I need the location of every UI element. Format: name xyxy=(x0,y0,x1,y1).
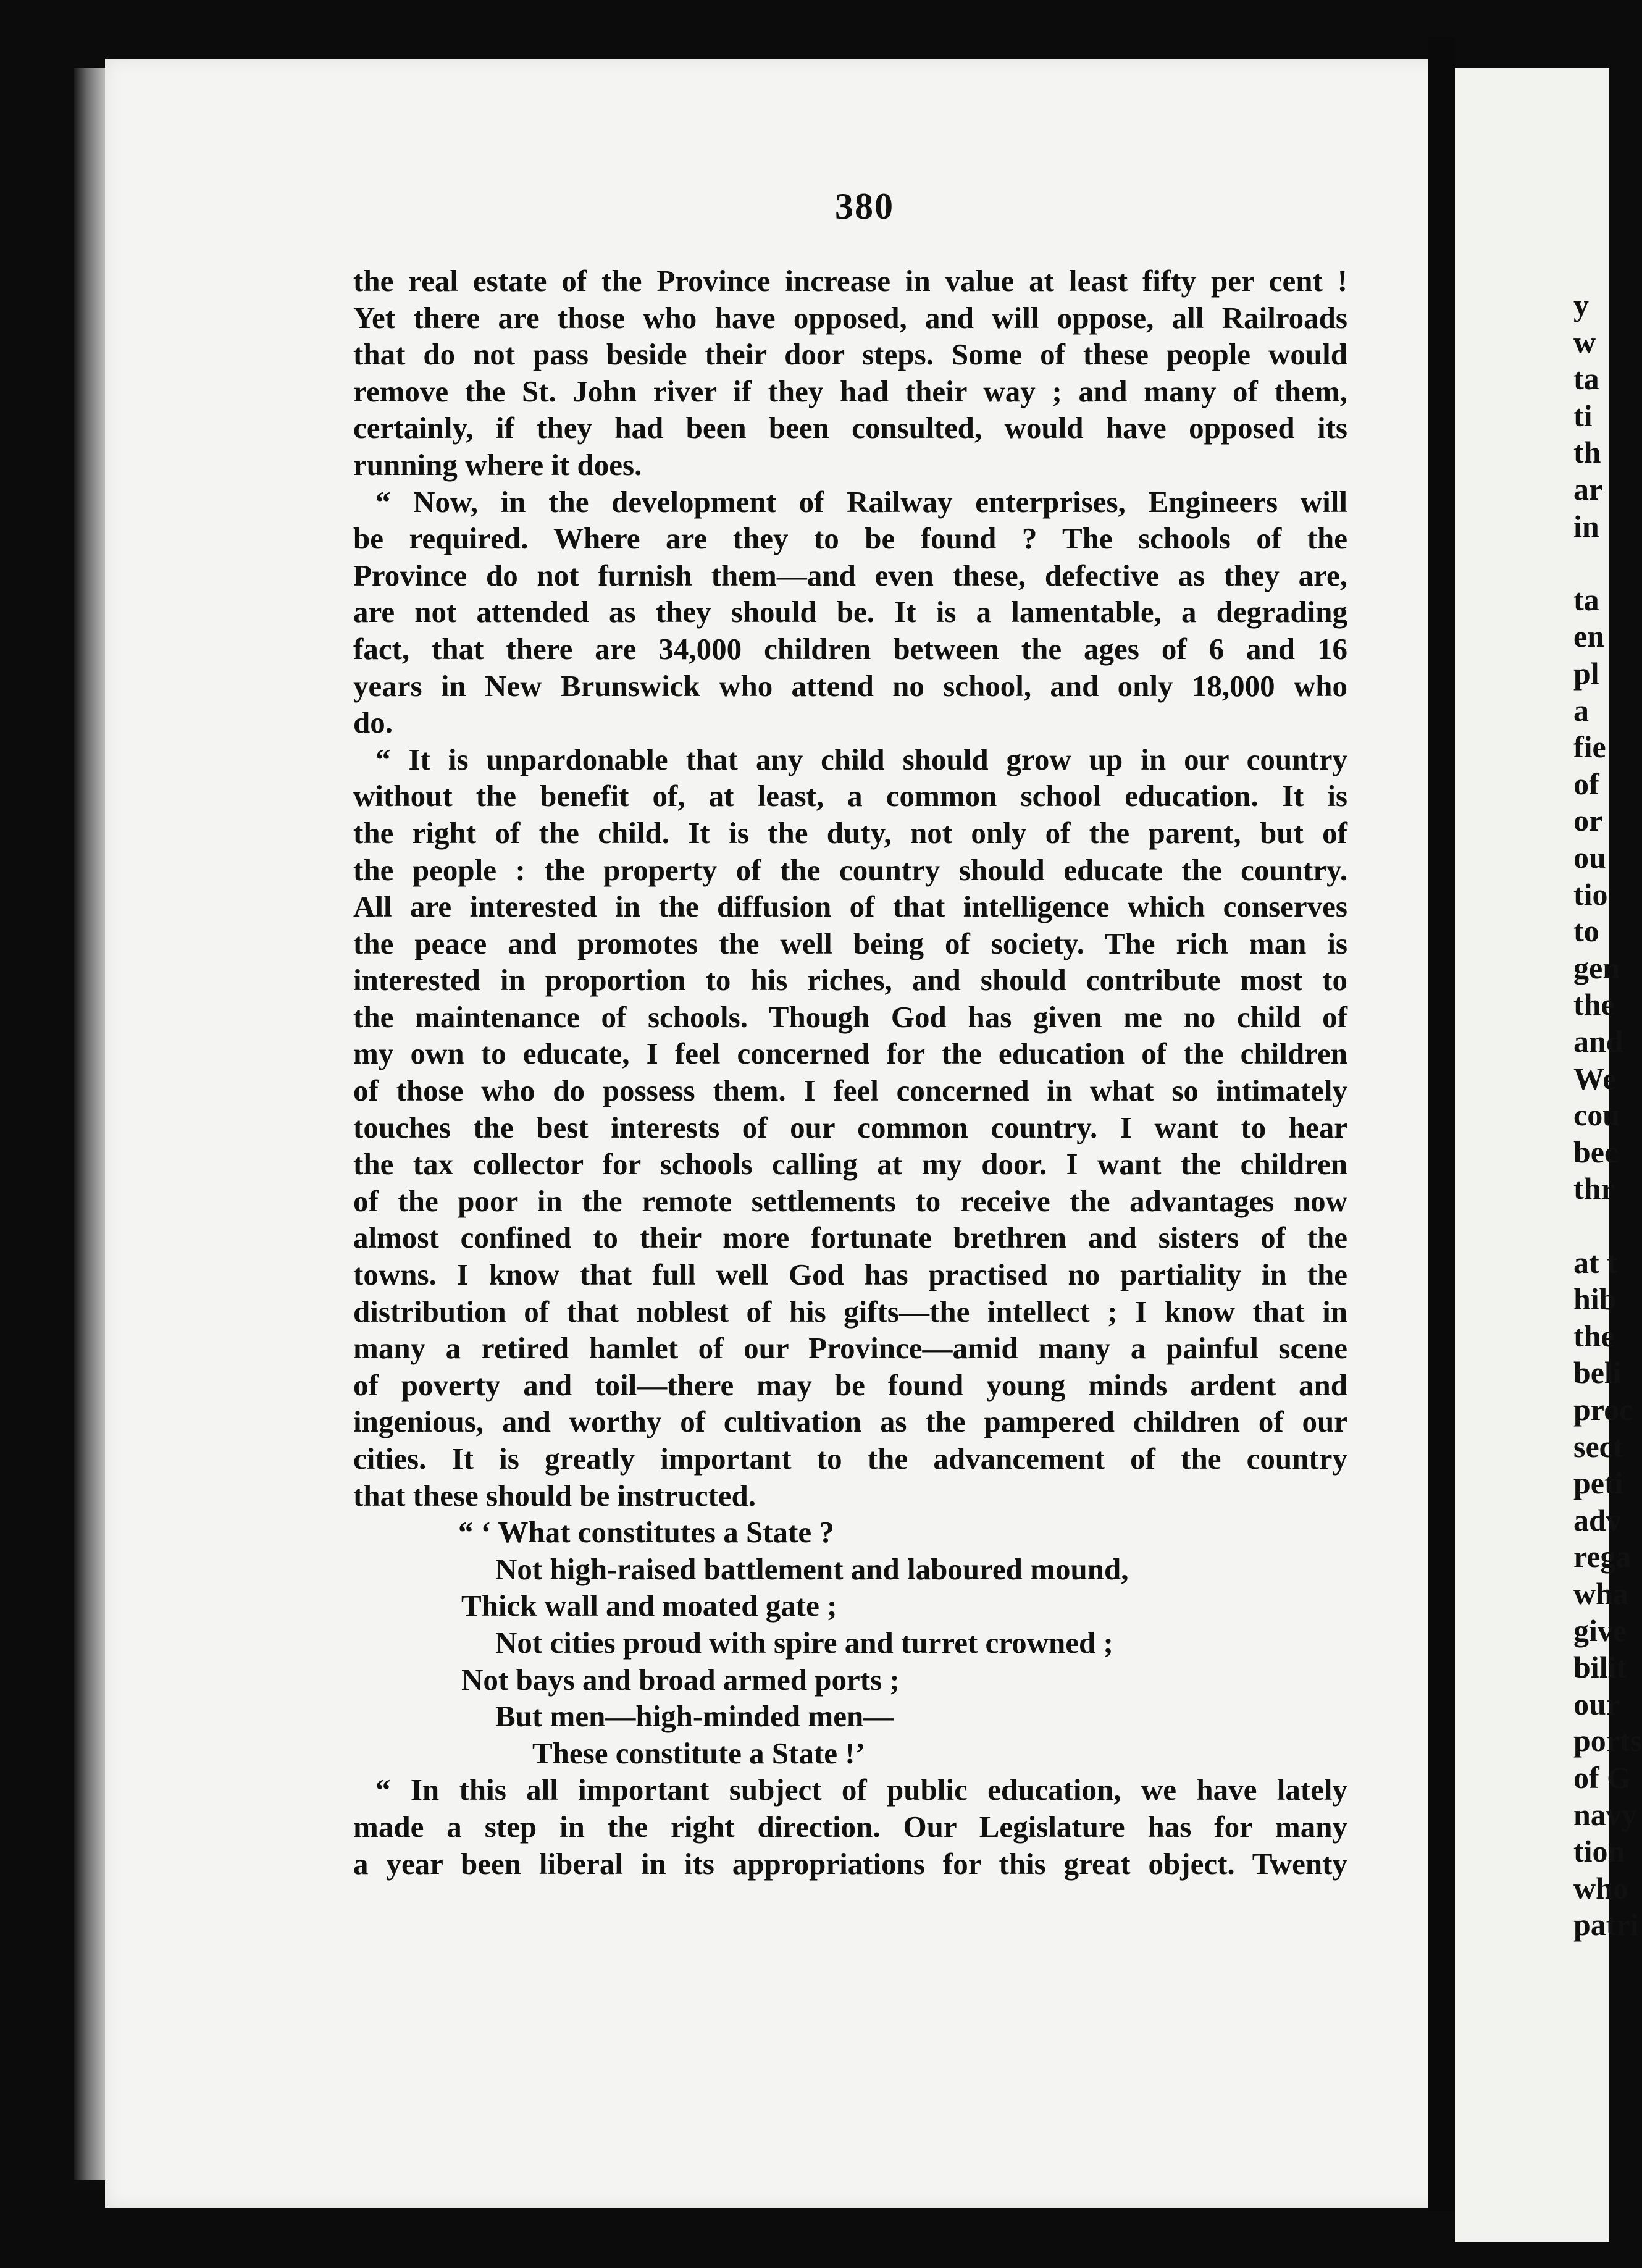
adjacent-page-fragment: adv xyxy=(1573,1502,1622,1537)
text-line: running where it does. xyxy=(353,447,642,482)
adjacent-page-fragment: sect xyxy=(1573,1429,1623,1464)
adjacent-page-fragment: ou xyxy=(1573,840,1606,875)
text-line: be required. Where are they to be found ? The schools of the xyxy=(353,521,1347,556)
verse-line: But men—high-minded men— xyxy=(495,1699,894,1734)
adjacent-page-fragment: y xyxy=(1573,288,1589,322)
verse-quotation xyxy=(353,1514,1347,1771)
text-line: fact, that there are 34,000 children between the ages of 6 and 16 xyxy=(353,631,1347,666)
verse-line: “ ‘ What constitutes a State ? xyxy=(458,1515,834,1550)
page-divider xyxy=(1428,37,1455,2211)
body-paragraphs xyxy=(353,262,1347,1514)
verse-line: These constitute a State !’ xyxy=(532,1736,865,1770)
text-line: are not attended as they should be. It is a lamentable, a degrading xyxy=(353,595,1347,629)
adjacent-page-fragment: ti xyxy=(1573,398,1593,433)
text-line: the maintenance of schools. Though God has given me no child of xyxy=(353,999,1347,1034)
adjacent-page-fragment: gen xyxy=(1573,950,1620,985)
adjacent-page-fragment: to xyxy=(1573,914,1599,949)
adjacent-page-fragment: and xyxy=(1573,1024,1623,1059)
adjacent-page-fragment: give xyxy=(1573,1613,1627,1648)
text-line: Yet there are those who have opposed, and will oppose, all Railroads xyxy=(353,300,1347,335)
text-line: cities. It is greatly important to the advancement of the country xyxy=(353,1442,1347,1476)
closing-paragraph xyxy=(353,1771,1347,1882)
text-line: the peace and promotes the well being of society. The rich man is xyxy=(353,926,1347,960)
text-line: without the benefit of, at least, a common school education. It is xyxy=(353,779,1347,813)
page-number: 380 xyxy=(835,186,894,227)
text-line: many a retired hamlet of our Province—amid many a painful scene xyxy=(353,1331,1347,1366)
adjacent-page-fragment: w xyxy=(1573,324,1596,359)
adjacent-page-fragment: ports xyxy=(1573,1723,1642,1758)
adjacent-page-fragment: ta xyxy=(1573,582,1599,617)
adjacent-page-fragment: the xyxy=(1573,1318,1615,1353)
adjacent-page-fragment: proc xyxy=(1573,1392,1633,1427)
text-line: years in New Brunswick who attend no school, and only 18,000 who xyxy=(353,668,1347,703)
adjacent-page-fragment: patri xyxy=(1573,1907,1639,1942)
adjacent-page-fragment: fie xyxy=(1573,729,1606,765)
adjacent-page-fragment: We xyxy=(1573,1060,1617,1096)
text-line: the real estate of the Province increase in value at least fifty per cent ! xyxy=(353,264,1347,298)
adjacent-page-fragment: en xyxy=(1573,619,1604,654)
adjacent-page-fragment: hib xyxy=(1573,1282,1617,1317)
text-line: that do not pass beside their door steps. Some of these people would xyxy=(353,337,1347,372)
adjacent-page-fragment: in xyxy=(1573,508,1599,544)
text-line: ingenious, and worthy of cultivation as the pampered children of our xyxy=(353,1405,1347,1439)
text-line: made a step in the right direction. Our Legislature has for many xyxy=(353,1809,1347,1844)
text-line: the people : the property of the country should educate the country. xyxy=(353,852,1347,887)
adjacent-page-fragment: tio xyxy=(1573,876,1608,912)
adjacent-page-fragment: th xyxy=(1573,435,1601,470)
adjacent-page-fragment: who xyxy=(1573,1870,1628,1905)
text-line: the tax collector for schools calling at my door. I want the children xyxy=(353,1147,1347,1182)
verse-line: Not high-raised battlement and laboured mound, xyxy=(495,1552,1129,1586)
verse-line: Thick wall and moated gate ; xyxy=(461,1589,837,1623)
adjacent-page-fragment: rega xyxy=(1573,1539,1632,1574)
adjacent-page-fragment: of xyxy=(1573,766,1599,801)
text-line: of poverty and toil—there may be found young minds ardent and xyxy=(353,1367,1347,1402)
text-line: All are interested in the diffusion of that intelligence which conserves xyxy=(353,889,1347,924)
adjacent-page-fragment: the xyxy=(1573,987,1615,1022)
text-line: do. xyxy=(353,705,393,740)
text-line: distribution of that noblest of his gifts—the intellect ; I know that in xyxy=(353,1294,1347,1329)
adjacent-page-fragment: or xyxy=(1573,803,1603,838)
adjacent-page-fragment: ar xyxy=(1573,472,1603,506)
adjacent-page-fragment: navy xyxy=(1573,1797,1637,1832)
adjacent-page-fragment: pl xyxy=(1573,656,1599,691)
adjacent-page-fragment: bilit xyxy=(1573,1650,1627,1685)
text-line: interested in proportion to his riches, and should contribute most to xyxy=(353,963,1347,998)
text-line: that these should be instructed. xyxy=(353,1478,756,1513)
adjacent-page-fragment: thr xyxy=(1573,1171,1615,1206)
adjacent-page-fragment: a xyxy=(1573,692,1589,728)
text-line: “ It is unpardonable that any child should grow up in our country xyxy=(375,742,1347,776)
text-line: of the poor in the remote settlements to receive the advantages now xyxy=(353,1183,1347,1218)
text-line: a year been liberal in its appropriations for this great object. Twenty xyxy=(353,1846,1347,1881)
adjacent-page-fragment: of G xyxy=(1573,1760,1632,1795)
text-line: towns. I know that full well God has practised no partiality in the xyxy=(353,1258,1347,1292)
adjacent-page-fragment: our xyxy=(1573,1686,1620,1721)
text-line: certainly, if they had been been consulted, would have opposed its xyxy=(353,411,1347,445)
verse-line: Not cities proud with spire and turret crowned ; xyxy=(495,1625,1113,1660)
adjacent-page-fragment: wha xyxy=(1573,1576,1628,1611)
text-line: remove the St. John river if they had their way ; and many of them, xyxy=(353,374,1347,408)
adjacent-page-fragment: bec xyxy=(1573,1134,1619,1169)
text-line: “ In this all important subject of public education, we have lately xyxy=(375,1773,1347,1807)
text-line: Province do not furnish them—and even these, defective as they are, xyxy=(353,558,1347,592)
verse-line: Not bays and broad armed ports ; xyxy=(461,1662,900,1697)
adjacent-page-fragment: at t xyxy=(1573,1245,1617,1280)
adjacent-page-fragment: peti xyxy=(1573,1466,1623,1501)
text-line: of those who do possess them. I feel concerned in what so intimately xyxy=(353,1073,1347,1108)
text-line: touches the best interests of our common country. I want to hear xyxy=(353,1110,1347,1144)
text-line: the right of the child. It is the duty, not only of the parent, but of xyxy=(353,815,1347,850)
adjacent-page-fragment: ta xyxy=(1573,361,1599,397)
text-line: almost confined to their more fortunate brethren and sisters of the xyxy=(353,1220,1347,1255)
page-text xyxy=(353,262,1347,1882)
adjacent-page-fragment: beli xyxy=(1573,1355,1622,1390)
adjacent-page-fragment: cou xyxy=(1573,1098,1620,1133)
text-line: my own to educate, I feel concerned for the education of the children xyxy=(353,1036,1347,1071)
adjacent-page-fragment: tion xyxy=(1573,1834,1625,1869)
text-line: “ Now, in the development of Railway enterprises, Engineers will xyxy=(375,484,1347,519)
